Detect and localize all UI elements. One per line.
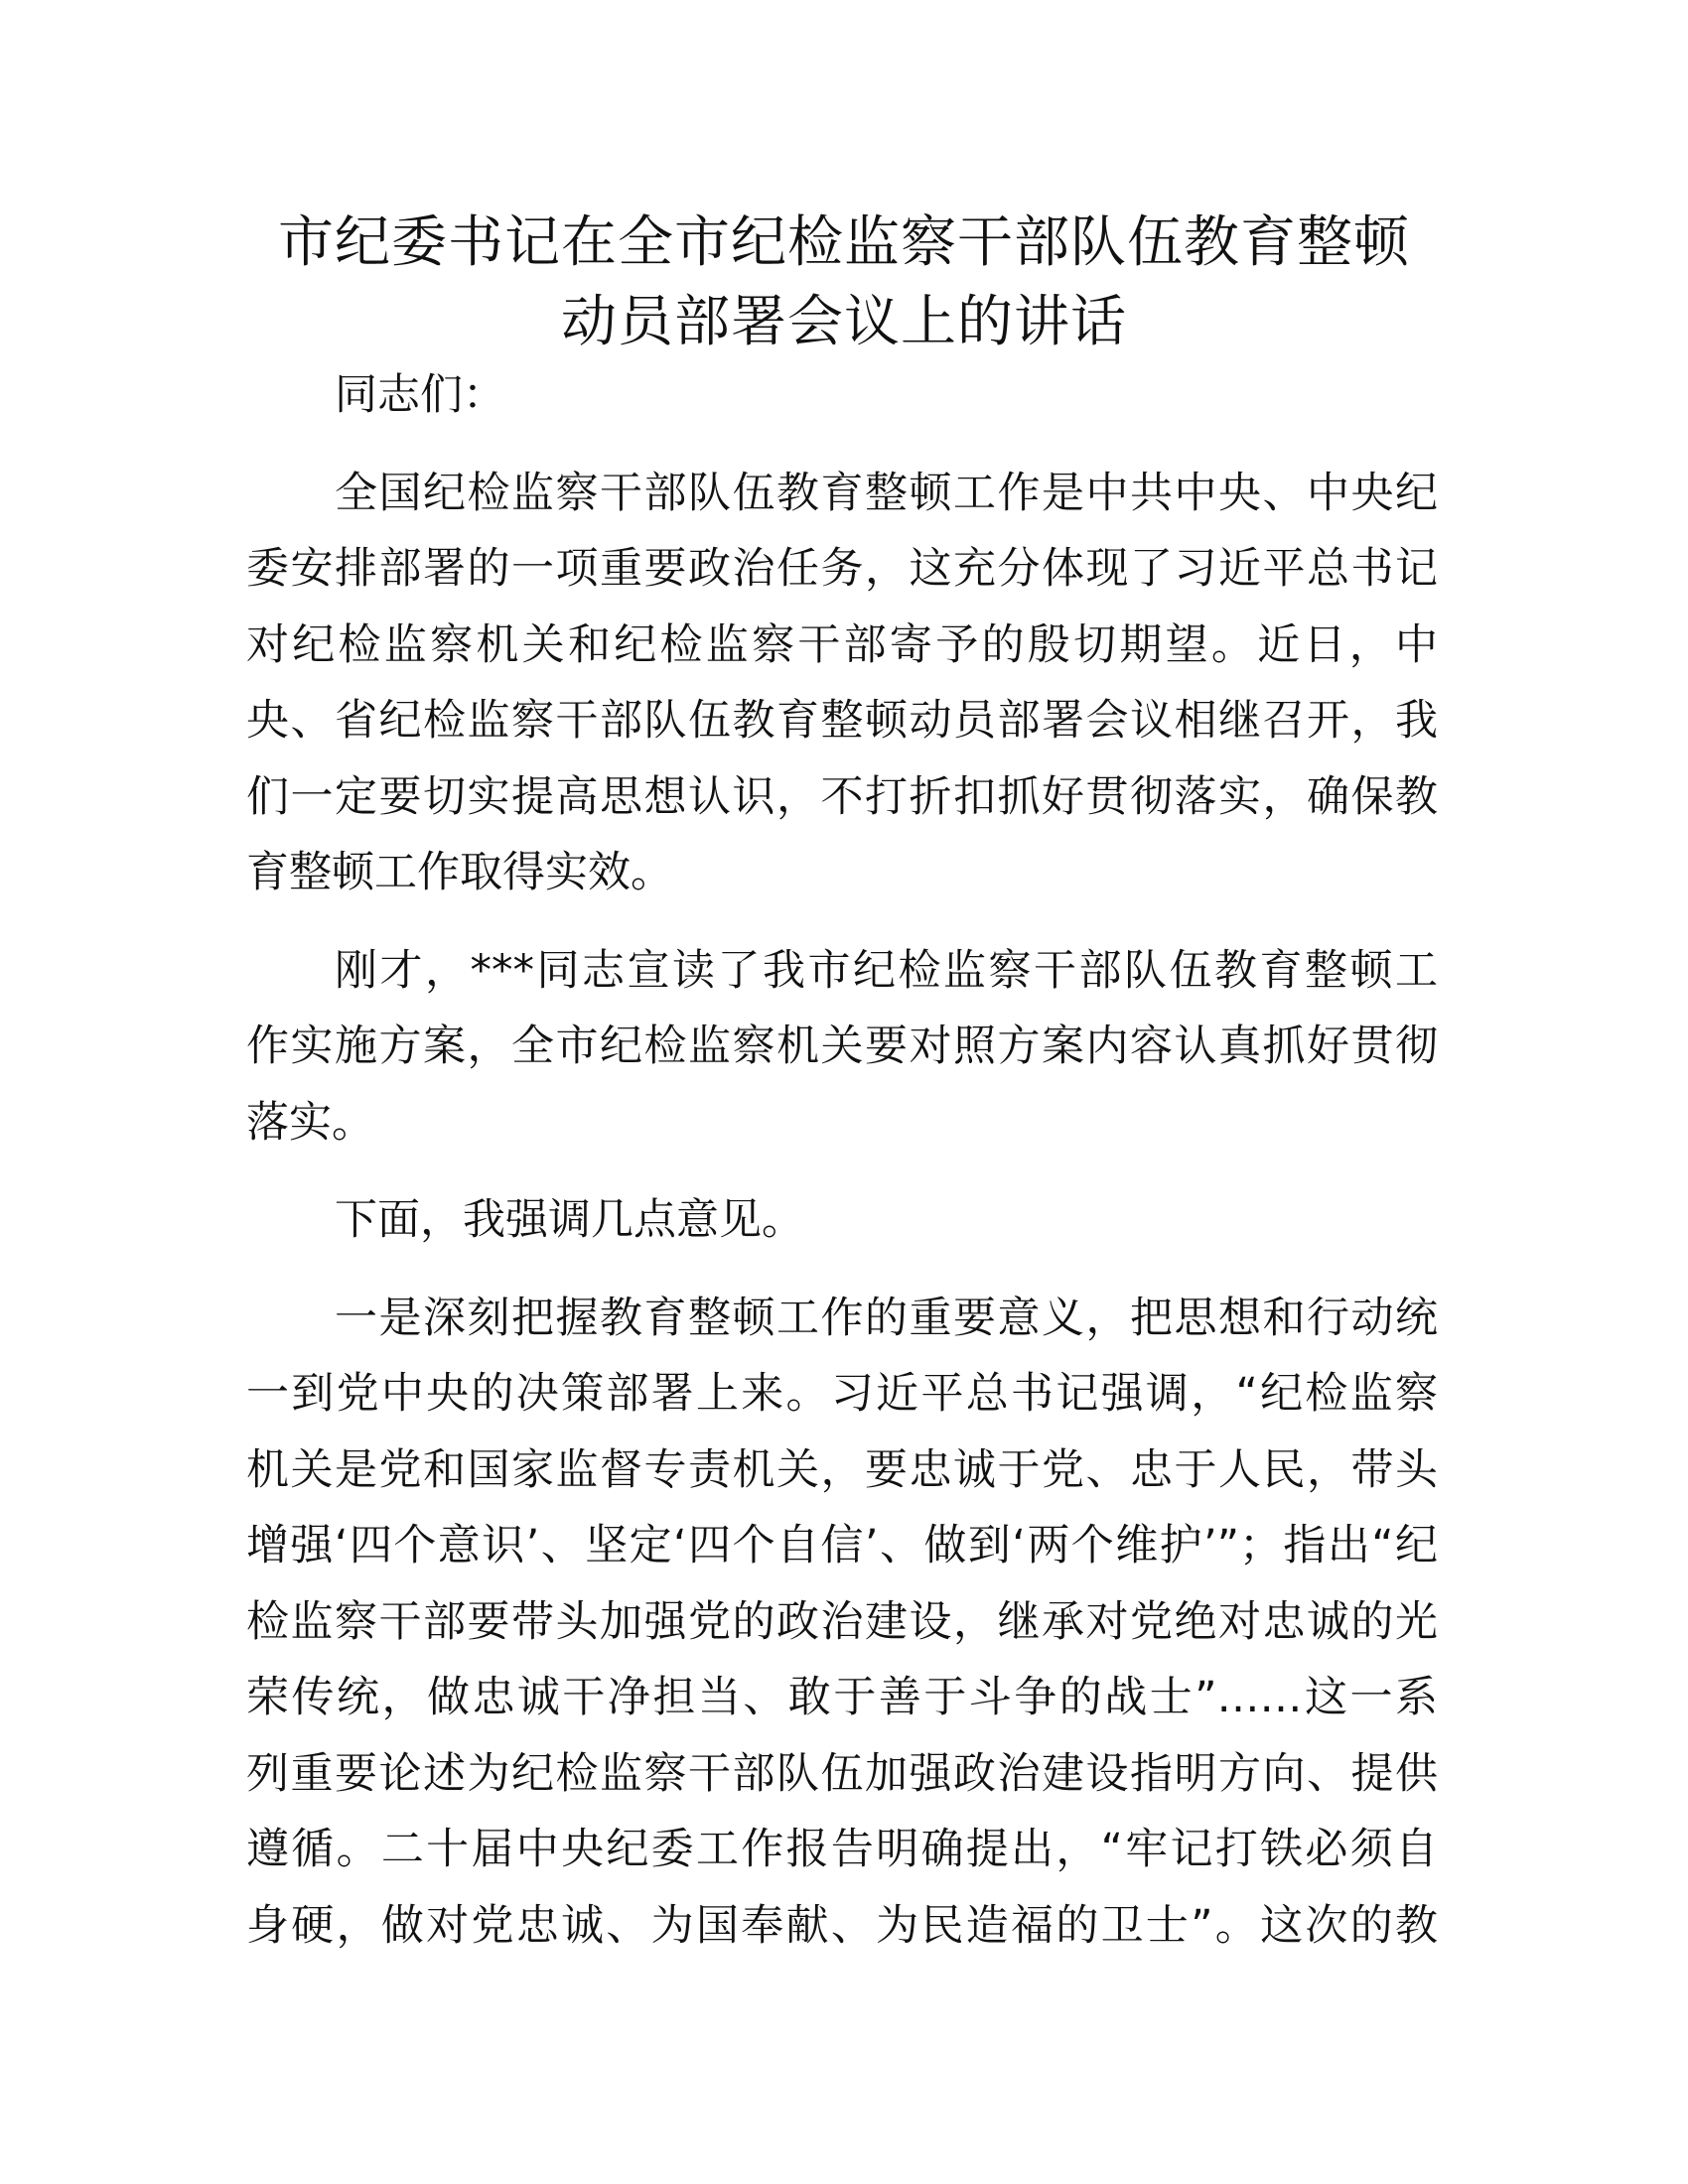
text-line: 机关是党和国家监督专责机关，要忠诚于党、忠于人民，带头 — [246, 1444, 1438, 1495]
text-line: 对纪检监察机关和纪检监察干部寄予的殷切期望。近日，中 — [246, 619, 1438, 670]
text-line: 同志们： — [335, 370, 505, 420]
text-line: 刚才，***同志宣读了我市纪检监察干部队伍教育整顿工 — [335, 945, 1438, 996]
body-paragraph — [246, 933, 1438, 1161]
text-line: 落实。 — [246, 1097, 374, 1148]
text-line: 增强‘四个意识’、坚定‘四个自信’、做到‘两个维护’”；指出“纪 — [246, 1521, 1438, 1570]
salutation-paragraph — [246, 357, 1438, 434]
text-line: 央、省纪检监察干部队伍教育整顿动员部署会议相继召开，我 — [246, 696, 1438, 746]
text-line: 列重要论述为纪检监察干部队伍加强政治建设指明方向、提供 — [246, 1748, 1438, 1799]
text-line: 育整顿工作取得实效。 — [246, 848, 673, 897]
body-paragraph — [246, 1182, 1438, 1259]
text-line: 遵循。二十届中央纪委工作报告明确提出，“牢记打铁必须自 — [246, 1825, 1438, 1874]
text-line: 委安排部署的一项重要政治任务，这充分体现了习近平总书记 — [246, 544, 1438, 594]
text-line: 身硬，做对党忠诚、为国奉献、为民造福的卫士”。这次的教 — [246, 1900, 1438, 1951]
document-body — [246, 357, 1438, 1985]
document-title — [228, 204, 1460, 362]
text-line: 一是深刻把握教育整顿工作的重要意义，把思想和行动统 — [335, 1293, 1438, 1343]
text-line: 一到党中央的决策部署上来。习近平总书记强调，“纪检监察 — [246, 1369, 1438, 1419]
text-line: 下面，我强调几点意见。 — [335, 1195, 804, 1245]
body-paragraph — [246, 1281, 1438, 1965]
text-line: 们一定要切实提高思想认识，不打折扣抓好贯彻落实，确保教 — [246, 771, 1438, 822]
body-paragraph — [246, 456, 1438, 911]
title-line-1: 市纪委书记在全市纪检监察干部队伍教育整顿 — [278, 210, 1410, 275]
text-line: 作实施方案，全市纪检监察机关要对照方案内容认真抓好贯彻 — [246, 1022, 1438, 1071]
text-line: 荣传统，做忠诚干净担当、敢于善于斗争的战士”……这一系 — [246, 1673, 1438, 1722]
title-line-2: 动员部署会议上的讲话 — [561, 290, 1127, 354]
text-line: 检监察干部要带头加强党的政治建设，继承对党绝对忠诚的光 — [246, 1596, 1438, 1647]
text-line: 全国纪检监察干部队伍教育整顿工作是中共中央、中央纪 — [335, 468, 1438, 518]
